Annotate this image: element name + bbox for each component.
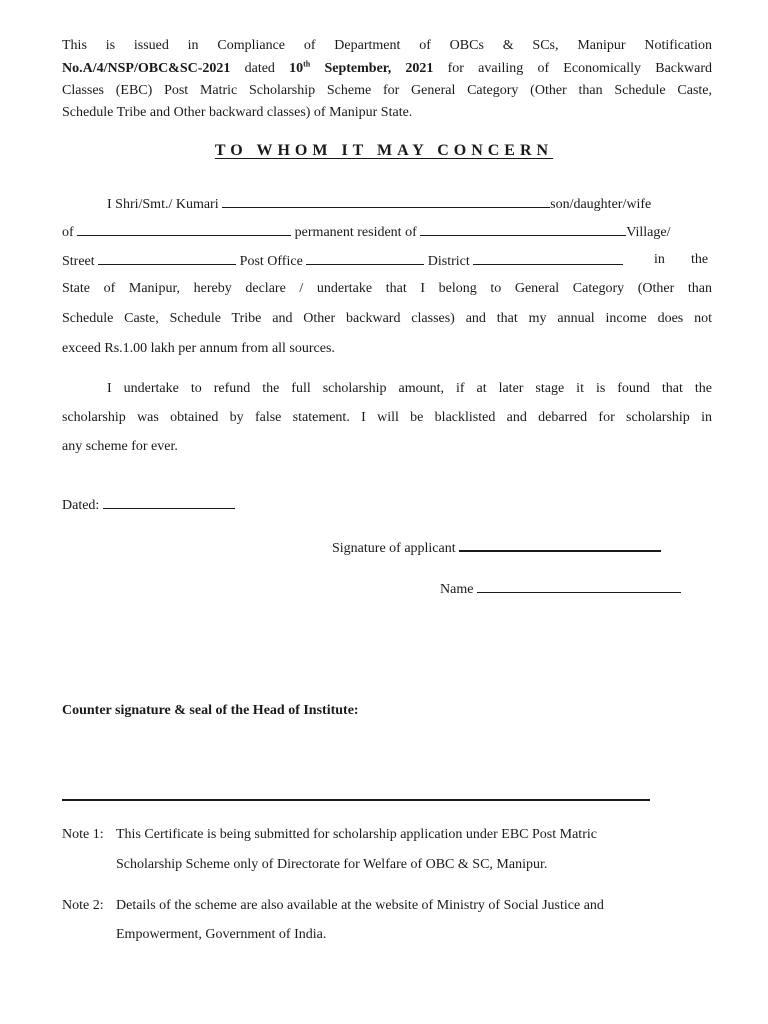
note-1-line-1: This Certificate is being submitted for scholarship application under EBC Post Matric [116,827,597,842]
declaration-line-5: Schedule Caste, Schedule Tribe and Other backward classes) and that my annual income does not [62,311,712,326]
signature-blank[interactable] [459,538,661,552]
intro-line-3: Classes (EBC) Post Matric Scholarship Scheme for General Category (Other than Schedule Caste, [62,83,712,98]
street-blank[interactable] [98,252,236,265]
intro-line-2 [62,61,712,77]
dated-word: dated [244,61,275,76]
resident-place-blank[interactable] [420,223,626,236]
dated-row [62,496,235,514]
name-blank[interactable] [222,195,550,208]
undertaking-line-2: scholarship was obtained by false statement. I will be blacklisted and debarred for scholarship in [62,410,712,425]
street-label: Street [62,254,95,269]
name-label-bottom: Name [440,582,474,597]
district-label: District [427,254,470,269]
post-office-blank[interactable] [306,252,424,265]
note-2-line-1: Details of the scheme are also available at the website of Ministry of Social Justice and [116,898,604,913]
signature-label: Signature of applicant [332,541,456,556]
counter-signature-heading: Counter signature & seal of the Head of Institute: [62,703,359,718]
intro-line-1: This is issued in Compliance of Department of OBCs & SCs, Manipur Notification [62,38,712,53]
counter-signature-line[interactable] [62,799,650,801]
parent-name-blank[interactable] [77,223,291,236]
declaration-line-3 [62,252,623,270]
in-label: in [654,252,665,267]
district-blank[interactable] [473,252,623,265]
undertaking-line-3: any scheme for ever. [62,439,178,454]
dated-label: Dated: [62,498,100,513]
note-2-line-2: Empowerment, Government of India. [116,927,327,942]
village-label: Village/ [626,225,671,240]
date-blank[interactable] [103,496,235,509]
intro-line-2-rest: for availing of Economically Backward [447,61,713,76]
post-office-label: Post Office [239,254,303,269]
intro-line-4: Schedule Tribe and Other backward classes) of Manipur State. [62,105,413,120]
page-title: TO WHOM IT MAY CONCERN [214,142,554,159]
the-label: the [691,252,709,267]
declaration-line-1 [107,195,651,213]
note-2-label: Note 2: [62,898,104,913]
declaration-line-6: exceed Rs.1.00 lakh per annum from all sources. [62,341,335,356]
relation-label: son/daughter/wife [550,197,652,212]
declaration-line-4: State of Manipur, hereby declare / undertake that I belong to General Category (Other than [62,281,712,296]
resident-label: permanent resident of [294,225,417,240]
signature-row [332,538,661,557]
name-label: I Shri/Smt./ Kumari [107,197,219,212]
notification-number: No.A/4/NSP/OBC&SC-2021 [62,61,231,76]
name-row [440,580,681,598]
declaration-line-2 [62,223,671,241]
applicant-name-blank[interactable] [477,580,681,593]
notification-date: 10th September, 2021 [289,59,434,76]
note-1-line-2: Scholarship Scheme only of Directorate for Welfare of OBC & SC, Manipur. [116,857,548,872]
note-1-label: Note 1: [62,827,104,842]
of-label: of [62,225,74,240]
undertaking-line-1: I undertake to refund the full scholarship amount, if at later stage it is found that the [107,381,712,396]
